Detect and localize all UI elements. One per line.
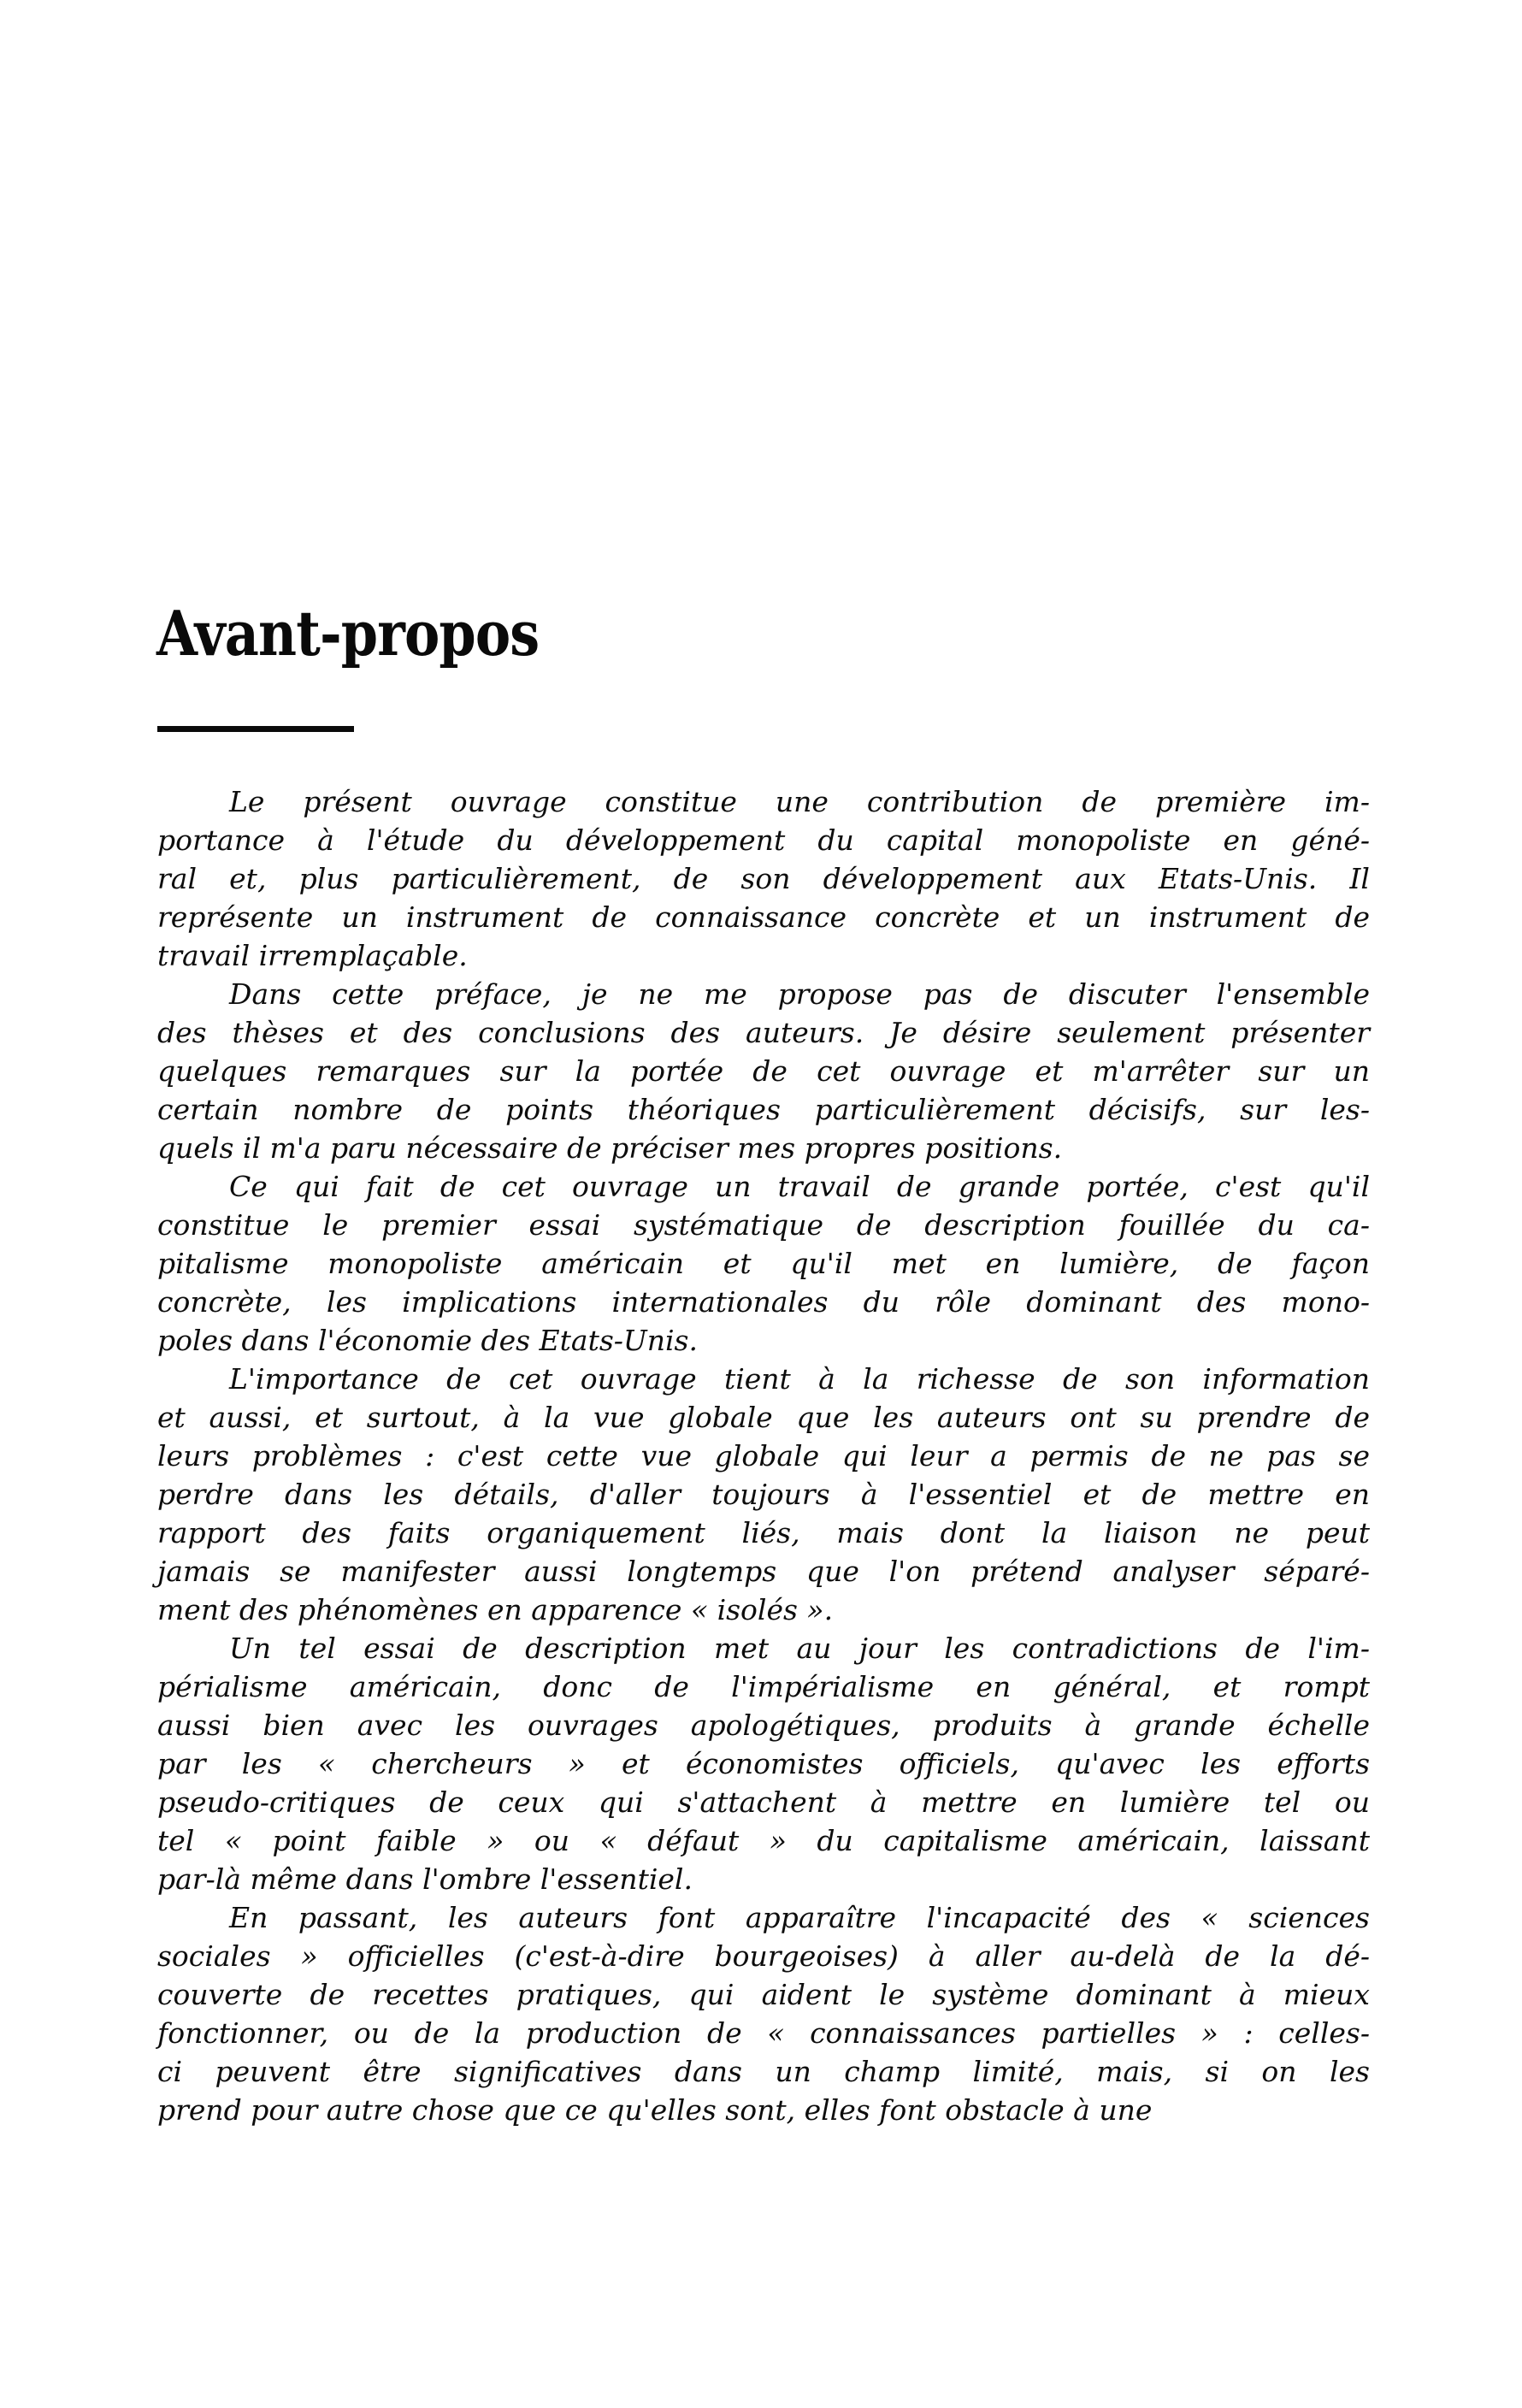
paragraph — [157, 1360, 1370, 1629]
text-line: ci peuvent être significatives dans un champ limité, mais, si on les — [157, 2055, 1370, 2088]
text-line: perdre dans les détails, d'aller toujours à l'essentiel et de mettre en — [157, 1478, 1370, 1511]
page-title: Avant-propos — [156, 597, 540, 670]
text-line: aussi bien avec les ouvrages apologétiques, produits à grande échelle — [157, 1709, 1370, 1742]
text-line: constitue le premier essai systématique de description fouillée du ca- — [157, 1208, 1370, 1242]
text-line: sociales » officielles (c'est-à-dire bourgeoises) à aller au-delà de la dé- — [157, 1939, 1370, 1973]
text-line: par-là même dans l'ombre l'essentiel. — [157, 1862, 693, 1896]
paragraph — [157, 1898, 1370, 2129]
text-line: quels il m'a paru nécessaire de préciser mes propres positions. — [157, 1131, 1063, 1165]
text-line: rapport des faits organiquement liés, mais dont la liaison ne peut — [157, 1516, 1370, 1549]
paragraph — [157, 1167, 1370, 1360]
text-line: travail irremplaçable. — [157, 939, 468, 972]
title-rule — [157, 726, 354, 732]
text-line: concrète, les implications internationales du rôle dominant des mono- — [157, 1285, 1370, 1319]
text-line: ral et, plus particulièrement, de son développement aux Etats-Unis. Il — [157, 862, 1370, 895]
text-line: portance à l'étude du développement du capital monopoliste en géné- — [157, 823, 1370, 857]
text-line: Dans cette préface, je ne me propose pas de discuter l'ensemble — [229, 977, 1370, 1011]
text-line: représente un instrument de connaissance concrète et un instrument de — [157, 900, 1370, 934]
text-line: quelques remarques sur la portée de cet ouvrage et m'arrêter sur un — [157, 1054, 1370, 1088]
text-line: poles dans l'économie des Etats-Unis. — [157, 1324, 698, 1357]
text-line: prend pour autre chose que ce qu'elles sont, elles font obstacle à une — [157, 2093, 1153, 2127]
text-line: jamais se manifester aussi longtemps que l'on prétend analyser séparé- — [157, 1555, 1370, 1588]
text-line: pseudo-critiques de ceux qui s'attachent à mettre en lumière tel ou — [157, 1785, 1370, 1819]
text-line: Ce qui fait de cet ouvrage un travail de grande portée, c'est qu'il — [229, 1170, 1370, 1203]
paragraph — [157, 1629, 1370, 1898]
paragraph — [157, 975, 1370, 1167]
text-line: et aussi, et surtout, à la vue globale que les auteurs ont su prendre de — [157, 1401, 1370, 1434]
text-line: des thèses et des conclusions des auteurs. Je désire seulement présenter — [157, 1016, 1370, 1049]
text-line: fonctionner, ou de la production de « connaissances partielles » : celles- — [157, 2016, 1370, 2050]
text-line: Le présent ouvrage constitue une contribution de première im- — [229, 785, 1370, 818]
text-line: En passant, les auteurs font apparaître l'incapacité des « sciences — [229, 1901, 1370, 1934]
paragraph — [157, 782, 1370, 975]
text-line: périalisme américain, donc de l'impérialisme en général, et rompt — [157, 1670, 1370, 1703]
text-line: par les « chercheurs » et économistes officiels, qu'avec les efforts — [157, 1747, 1370, 1780]
body-text — [157, 782, 1370, 2129]
text-line: pitalisme monopoliste américain et qu'il met en lumière, de façon — [157, 1247, 1370, 1280]
text-line: couverte de recettes pratiques, qui aident le système dominant à mieux — [157, 1978, 1370, 2011]
text-line: L'importance de cet ouvrage tient à la richesse de son information — [229, 1362, 1370, 1396]
text-line: Un tel essai de description met au jour les contradictions de l'im- — [229, 1632, 1370, 1665]
text-line: certain nombre de points théoriques particulièrement décisifs, sur les- — [157, 1093, 1370, 1126]
text-line: leurs problèmes : c'est cette vue globale qui leur a permis de ne pas se — [157, 1439, 1370, 1473]
text-line: tel « point faible » ou « défaut » du capitalisme américain, laissant — [157, 1824, 1370, 1857]
text-line: ment des phénomènes en apparence « isolés ». — [157, 1593, 834, 1626]
